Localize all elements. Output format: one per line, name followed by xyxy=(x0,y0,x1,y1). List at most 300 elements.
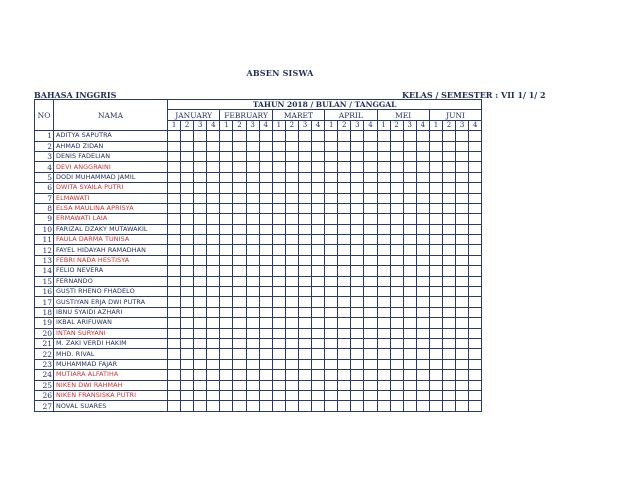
attendance-cell xyxy=(403,297,416,307)
attendance-cell xyxy=(298,131,311,141)
attendance-cell xyxy=(456,390,469,400)
attendance-cell xyxy=(298,370,311,380)
attendance-cell xyxy=(312,287,325,297)
attendance-cell xyxy=(194,297,207,307)
attendance-cell xyxy=(403,141,416,151)
attendance-cell xyxy=(456,380,469,390)
attendance-cell xyxy=(233,328,246,338)
attendance-cell xyxy=(181,255,194,265)
attendance-cell xyxy=(377,276,390,286)
student-number: 24 xyxy=(35,370,54,380)
attendance-cell xyxy=(233,141,246,151)
attendance-cell xyxy=(285,390,298,400)
attendance-cell xyxy=(207,214,220,224)
attendance-cell xyxy=(403,266,416,276)
attendance-cell xyxy=(285,349,298,359)
attendance-cell xyxy=(272,151,285,161)
attendance-cell xyxy=(429,193,442,203)
attendance-cell xyxy=(194,224,207,234)
table-row xyxy=(35,172,482,182)
attendance-cell xyxy=(456,203,469,213)
attendance-cell xyxy=(259,131,272,141)
attendance-cell xyxy=(403,401,416,411)
attendance-cell xyxy=(351,141,364,151)
attendance-cell xyxy=(168,287,181,297)
attendance-cell xyxy=(298,390,311,400)
day-header: 3 xyxy=(246,120,259,130)
class-semester-label: KELAS / SEMESTER : VII 1/ 1/ 2 xyxy=(402,90,546,100)
attendance-cell xyxy=(416,318,429,328)
attendance-cell xyxy=(338,297,351,307)
student-name: GUSTI RHENO FHADELO xyxy=(54,287,168,297)
attendance-cell xyxy=(429,183,442,193)
student-number: 22 xyxy=(35,349,54,359)
attendance-cell xyxy=(442,370,455,380)
attendance-cell xyxy=(272,131,285,141)
attendance-cell xyxy=(364,359,377,369)
attendance-cell xyxy=(416,349,429,359)
attendance-cell xyxy=(168,297,181,307)
attendance-cell xyxy=(416,235,429,245)
attendance-cell xyxy=(390,255,403,265)
attendance-cell xyxy=(312,162,325,172)
attendance-cell xyxy=(351,318,364,328)
day-header: 2 xyxy=(181,120,194,130)
attendance-cell xyxy=(469,203,482,213)
attendance-cell xyxy=(285,162,298,172)
attendance-cell xyxy=(338,307,351,317)
attendance-cell xyxy=(220,224,233,234)
attendance-cell xyxy=(390,307,403,317)
month-header: JANUARY xyxy=(168,110,220,120)
attendance-cell xyxy=(194,141,207,151)
attendance-cell xyxy=(351,287,364,297)
attendance-cell xyxy=(377,266,390,276)
attendance-cell xyxy=(312,131,325,141)
attendance-cell xyxy=(246,328,259,338)
attendance-cell xyxy=(377,151,390,161)
attendance-cell xyxy=(298,193,311,203)
attendance-cell xyxy=(181,401,194,411)
attendance-cell xyxy=(181,297,194,307)
attendance-cell xyxy=(416,162,429,172)
attendance-cell xyxy=(181,172,194,182)
attendance-cell xyxy=(285,328,298,338)
attendance-cell xyxy=(233,151,246,161)
attendance-cell xyxy=(377,162,390,172)
table-row xyxy=(35,276,482,286)
attendance-cell xyxy=(181,151,194,161)
attendance-cell xyxy=(220,141,233,151)
attendance-cell xyxy=(364,162,377,172)
attendance-cell xyxy=(312,245,325,255)
attendance-cell xyxy=(351,349,364,359)
attendance-cell xyxy=(312,141,325,151)
attendance-cell xyxy=(298,255,311,265)
attendance-cell xyxy=(168,266,181,276)
attendance-cell xyxy=(272,287,285,297)
attendance-cell xyxy=(364,318,377,328)
attendance-cell xyxy=(403,318,416,328)
attendance-cell xyxy=(377,370,390,380)
attendance-cell xyxy=(207,141,220,151)
attendance-cell xyxy=(351,214,364,224)
student-number: 5 xyxy=(35,172,54,182)
table-row xyxy=(35,318,482,328)
header-no: NO xyxy=(35,100,54,131)
attendance-cell xyxy=(442,141,455,151)
attendance-cell xyxy=(416,151,429,161)
attendance-cell xyxy=(207,401,220,411)
attendance-cell xyxy=(168,390,181,400)
attendance-cell xyxy=(233,235,246,245)
attendance-cell xyxy=(272,297,285,307)
attendance-cell xyxy=(442,318,455,328)
attendance-cell xyxy=(469,318,482,328)
attendance-cell xyxy=(233,318,246,328)
attendance-cell xyxy=(168,255,181,265)
attendance-cell xyxy=(364,307,377,317)
student-number: 1 xyxy=(35,131,54,141)
attendance-cell xyxy=(181,183,194,193)
attendance-cell xyxy=(416,287,429,297)
attendance-cell xyxy=(469,349,482,359)
attendance-table xyxy=(34,99,482,412)
attendance-cell xyxy=(416,370,429,380)
attendance-cell xyxy=(181,307,194,317)
attendance-cell xyxy=(469,307,482,317)
attendance-cell xyxy=(246,307,259,317)
attendance-cell xyxy=(220,255,233,265)
student-number: 26 xyxy=(35,390,54,400)
attendance-cell xyxy=(442,203,455,213)
attendance-cell xyxy=(194,162,207,172)
attendance-cell xyxy=(194,380,207,390)
attendance-cell xyxy=(390,297,403,307)
attendance-cell xyxy=(325,245,338,255)
attendance-cell xyxy=(285,203,298,213)
attendance-cell xyxy=(259,318,272,328)
student-number: 10 xyxy=(35,224,54,234)
attendance-cell xyxy=(181,224,194,234)
attendance-cell xyxy=(338,370,351,380)
attendance-cell xyxy=(312,255,325,265)
attendance-cell xyxy=(285,172,298,182)
attendance-cell xyxy=(403,162,416,172)
attendance-cell xyxy=(312,401,325,411)
table-row xyxy=(35,266,482,276)
attendance-cell xyxy=(312,338,325,348)
attendance-cell xyxy=(312,276,325,286)
attendance-cell xyxy=(312,203,325,213)
attendance-cell xyxy=(259,235,272,245)
attendance-cell xyxy=(207,183,220,193)
attendance-cell xyxy=(377,172,390,182)
attendance-cell xyxy=(207,359,220,369)
attendance-cell xyxy=(207,318,220,328)
attendance-cell xyxy=(364,390,377,400)
day-header: 2 xyxy=(285,120,298,130)
attendance-cell xyxy=(194,193,207,203)
attendance-cell xyxy=(233,162,246,172)
attendance-cell xyxy=(259,266,272,276)
attendance-cell xyxy=(351,328,364,338)
attendance-cell xyxy=(325,359,338,369)
attendance-cell xyxy=(364,141,377,151)
student-number: 18 xyxy=(35,307,54,317)
attendance-cell xyxy=(272,141,285,151)
attendance-cell xyxy=(377,235,390,245)
attendance-cell xyxy=(207,390,220,400)
table-row xyxy=(35,338,482,348)
attendance-cell xyxy=(168,401,181,411)
attendance-cell xyxy=(259,245,272,255)
attendance-cell xyxy=(325,255,338,265)
attendance-cell xyxy=(338,255,351,265)
attendance-cell xyxy=(377,141,390,151)
attendance-cell xyxy=(194,203,207,213)
attendance-cell xyxy=(272,235,285,245)
attendance-cell xyxy=(298,276,311,286)
attendance-cell xyxy=(377,318,390,328)
attendance-cell xyxy=(259,214,272,224)
attendance-cell xyxy=(469,172,482,182)
attendance-cell xyxy=(403,307,416,317)
attendance-cell xyxy=(312,151,325,161)
table-row xyxy=(35,349,482,359)
attendance-cell xyxy=(220,307,233,317)
attendance-cell xyxy=(469,235,482,245)
attendance-cell xyxy=(403,183,416,193)
attendance-cell xyxy=(364,183,377,193)
attendance-cell xyxy=(194,401,207,411)
day-header: 3 xyxy=(456,120,469,130)
table-row xyxy=(35,203,482,213)
attendance-cell xyxy=(272,183,285,193)
attendance-cell xyxy=(416,183,429,193)
student-name: FERNANDO xyxy=(54,276,168,286)
attendance-cell xyxy=(298,162,311,172)
attendance-cell xyxy=(351,203,364,213)
attendance-cell xyxy=(246,203,259,213)
attendance-cell xyxy=(298,141,311,151)
day-header: 4 xyxy=(416,120,429,130)
attendance-cell xyxy=(469,255,482,265)
attendance-cell xyxy=(194,328,207,338)
attendance-cell xyxy=(469,328,482,338)
attendance-cell xyxy=(220,287,233,297)
attendance-cell xyxy=(220,235,233,245)
attendance-cell xyxy=(233,203,246,213)
attendance-cell xyxy=(364,172,377,182)
day-header: 2 xyxy=(442,120,455,130)
student-name: MUTIARA ALFATIHA xyxy=(54,370,168,380)
attendance-cell xyxy=(168,214,181,224)
attendance-cell xyxy=(469,370,482,380)
table-row xyxy=(35,141,482,151)
attendance-cell xyxy=(469,162,482,172)
attendance-cell xyxy=(469,390,482,400)
attendance-cell xyxy=(364,401,377,411)
student-name: DWITA SYAILA PUTRI xyxy=(54,183,168,193)
attendance-cell xyxy=(233,401,246,411)
attendance-cell xyxy=(207,193,220,203)
attendance-cell xyxy=(338,131,351,141)
attendance-cell xyxy=(285,141,298,151)
attendance-cell xyxy=(469,266,482,276)
attendance-cell xyxy=(246,287,259,297)
table-row xyxy=(35,162,482,172)
attendance-cell xyxy=(416,172,429,182)
day-header: 3 xyxy=(194,120,207,130)
attendance-cell xyxy=(442,131,455,141)
attendance-cell xyxy=(377,349,390,359)
attendance-cell xyxy=(469,297,482,307)
day-header: 3 xyxy=(298,120,311,130)
attendance-cell xyxy=(246,380,259,390)
attendance-cell xyxy=(272,276,285,286)
attendance-cell xyxy=(364,193,377,203)
attendance-cell xyxy=(272,318,285,328)
attendance-cell xyxy=(298,380,311,390)
attendance-cell xyxy=(181,370,194,380)
attendance-cell xyxy=(338,266,351,276)
attendance-cell xyxy=(194,390,207,400)
attendance-cell xyxy=(298,297,311,307)
attendance-cell xyxy=(194,276,207,286)
attendance-cell xyxy=(390,245,403,255)
attendance-cell xyxy=(325,276,338,286)
student-name: ELMAWATI xyxy=(54,193,168,203)
attendance-cell xyxy=(456,151,469,161)
attendance-cell xyxy=(456,162,469,172)
attendance-cell xyxy=(168,235,181,245)
attendance-cell xyxy=(416,380,429,390)
attendance-cell xyxy=(364,151,377,161)
attendance-cell xyxy=(351,276,364,286)
attendance-cell xyxy=(456,131,469,141)
attendance-cell xyxy=(442,224,455,234)
attendance-cell xyxy=(298,214,311,224)
attendance-cell xyxy=(220,214,233,224)
attendance-cell xyxy=(351,245,364,255)
attendance-cell xyxy=(351,172,364,182)
table-row xyxy=(35,183,482,193)
attendance-cell xyxy=(403,370,416,380)
attendance-cell xyxy=(220,276,233,286)
attendance-cell xyxy=(233,338,246,348)
attendance-cell xyxy=(416,245,429,255)
attendance-cell xyxy=(325,266,338,276)
attendance-cell xyxy=(429,235,442,245)
attendance-cell xyxy=(390,183,403,193)
attendance-cell xyxy=(220,183,233,193)
student-number: 6 xyxy=(35,183,54,193)
attendance-cell xyxy=(364,266,377,276)
attendance-cell xyxy=(429,276,442,286)
header-nama: NAMA xyxy=(54,100,168,131)
attendance-cell xyxy=(220,338,233,348)
day-header: 2 xyxy=(338,120,351,130)
attendance-cell xyxy=(325,235,338,245)
attendance-cell xyxy=(272,214,285,224)
student-number: 2 xyxy=(35,141,54,151)
attendance-cell xyxy=(220,380,233,390)
attendance-cell xyxy=(272,380,285,390)
attendance-cell xyxy=(442,245,455,255)
attendance-cell xyxy=(338,287,351,297)
attendance-cell xyxy=(469,401,482,411)
attendance-cell xyxy=(181,338,194,348)
attendance-cell xyxy=(246,349,259,359)
attendance-cell xyxy=(207,203,220,213)
attendance-cell xyxy=(285,245,298,255)
attendance-cell xyxy=(351,297,364,307)
attendance-cell xyxy=(181,287,194,297)
attendance-cell xyxy=(416,193,429,203)
attendance-cell xyxy=(246,245,259,255)
attendance-cell xyxy=(207,255,220,265)
attendance-cell xyxy=(285,318,298,328)
attendance-cell xyxy=(338,401,351,411)
table-row xyxy=(35,359,482,369)
attendance-cell xyxy=(207,380,220,390)
attendance-cell xyxy=(312,266,325,276)
attendance-cell xyxy=(168,151,181,161)
student-number: 9 xyxy=(35,214,54,224)
attendance-cell xyxy=(325,370,338,380)
attendance-cell xyxy=(429,349,442,359)
attendance-cell xyxy=(168,338,181,348)
attendance-cell xyxy=(259,255,272,265)
attendance-cell xyxy=(377,183,390,193)
attendance-cell xyxy=(390,214,403,224)
attendance-cell xyxy=(338,390,351,400)
attendance-cell xyxy=(181,266,194,276)
attendance-cell xyxy=(403,224,416,234)
attendance-cell xyxy=(207,276,220,286)
attendance-cell xyxy=(285,193,298,203)
attendance-cell xyxy=(325,214,338,224)
attendance-cell xyxy=(298,318,311,328)
attendance-cell xyxy=(456,224,469,234)
attendance-cell xyxy=(416,390,429,400)
attendance-cell xyxy=(272,172,285,182)
attendance-cell xyxy=(220,245,233,255)
attendance-cell xyxy=(312,193,325,203)
attendance-cell xyxy=(390,287,403,297)
attendance-cell xyxy=(338,214,351,224)
attendance-cell xyxy=(233,297,246,307)
attendance-cell xyxy=(233,131,246,141)
attendance-cell xyxy=(377,390,390,400)
attendance-cell xyxy=(456,276,469,286)
day-header: 1 xyxy=(429,120,442,130)
attendance-cell xyxy=(272,328,285,338)
attendance-cell xyxy=(207,172,220,182)
attendance-cell xyxy=(272,224,285,234)
attendance-cell xyxy=(442,390,455,400)
attendance-cell xyxy=(338,193,351,203)
attendance-cell xyxy=(272,266,285,276)
attendance-cell xyxy=(377,359,390,369)
attendance-cell xyxy=(338,203,351,213)
attendance-cell xyxy=(390,401,403,411)
attendance-cell xyxy=(469,141,482,151)
attendance-cell xyxy=(403,287,416,297)
attendance-cell xyxy=(442,349,455,359)
attendance-cell xyxy=(338,183,351,193)
